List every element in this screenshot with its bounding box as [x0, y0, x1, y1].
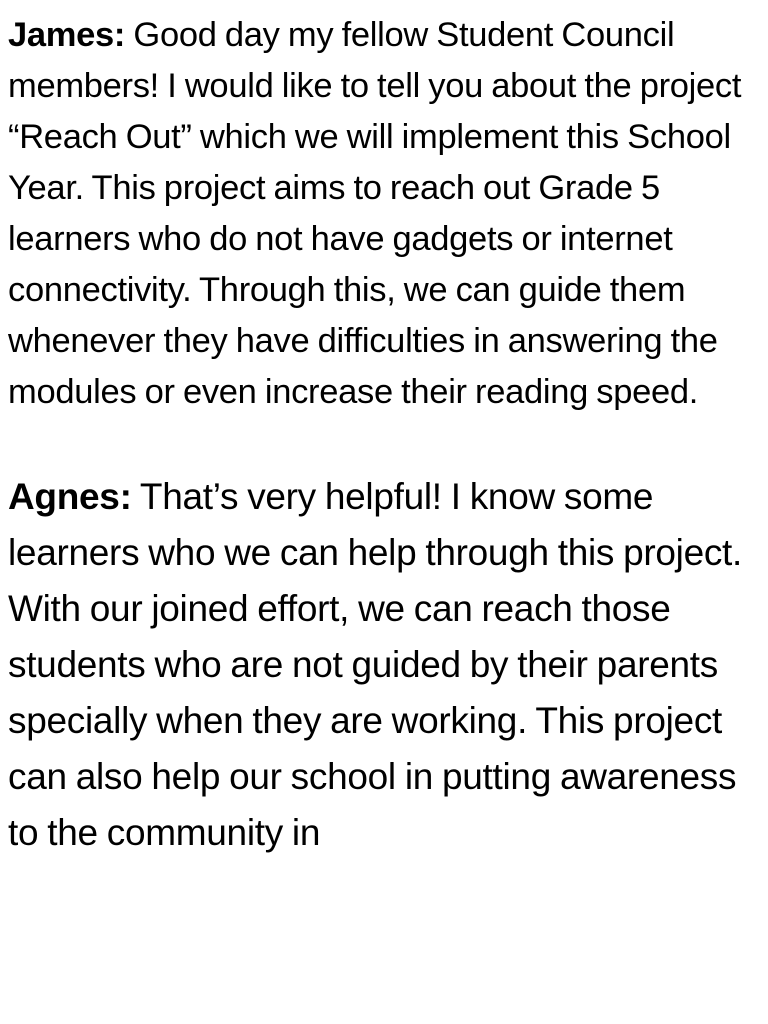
- speaker-name-agnes: Agnes:: [8, 476, 132, 517]
- dialogue-text-james: Good day my fellow Student Council members! I would like to tell you about the project “Reach Out” which we will implement this School Year. This project aims to reach out Grade 5 learners who do not have gadgets or internet connectivity. Through this, we can guide them whenever they have difficulties in answering the modules or even increase their reading speed.: [8, 16, 742, 411]
- dialogue-paragraph-james: [8, 10, 763, 418]
- document-page: [8, 10, 763, 861]
- dialogue-text-agnes: That’s very helpful! I know some learners who we can help through this project. With our joined effort, we can reach those students who are not guided by their parents specially when they are working. This project can also help our school in putting awareness to the community in: [8, 476, 743, 853]
- speaker-name-james: James:: [8, 16, 126, 54]
- dialogue-paragraph-agnes: [8, 469, 763, 861]
